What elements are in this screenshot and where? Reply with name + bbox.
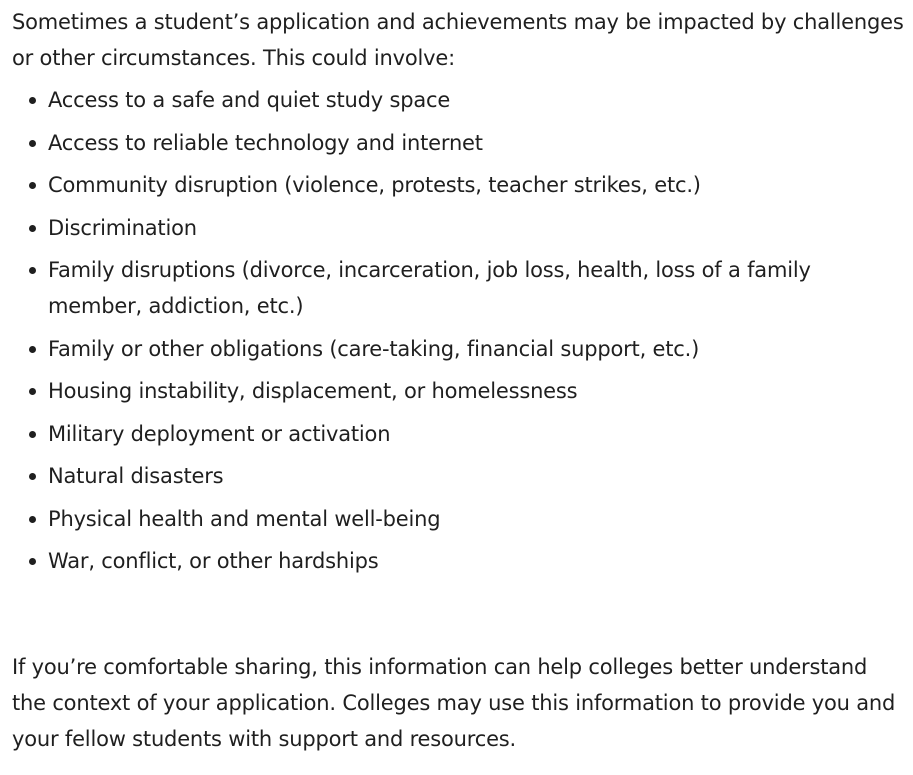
intro-paragraph: Sometimes a student’s application and achievements may be impacted by challenges or other circumstances. This could involve: (12, 10, 904, 70)
list-item: Housing instability, displacement, or homelessness (12, 373, 904, 409)
outro-paragraph: If you’re comfortable sharing, this information can help colleges better understand the context of your application. Colleges may use this information to provide you and your fellow students with support and resources. (12, 655, 896, 751)
list-item: Community disruption (violence, protests, teacher strikes, etc.) (12, 167, 904, 203)
circumstances-list (12, 82, 904, 579)
list-item: Access to a safe and quiet study space (12, 82, 904, 118)
list-item: Discrimination (12, 210, 904, 246)
challenges-section (12, 4, 904, 757)
list-item: War, conflict, or other hardships (12, 543, 904, 579)
list-item: Family or other obligations (care-taking, financial support, etc.) (12, 331, 904, 367)
list-item: Access to reliable technology and internet (12, 125, 904, 161)
list-item: Military deployment or activation (12, 416, 904, 452)
list-item: Natural disasters (12, 458, 904, 494)
list-item: Family disruptions (divorce, incarceration, job loss, health, loss of a family member, addiction, etc.) (12, 252, 904, 324)
list-item: Physical health and mental well-being (12, 501, 904, 537)
